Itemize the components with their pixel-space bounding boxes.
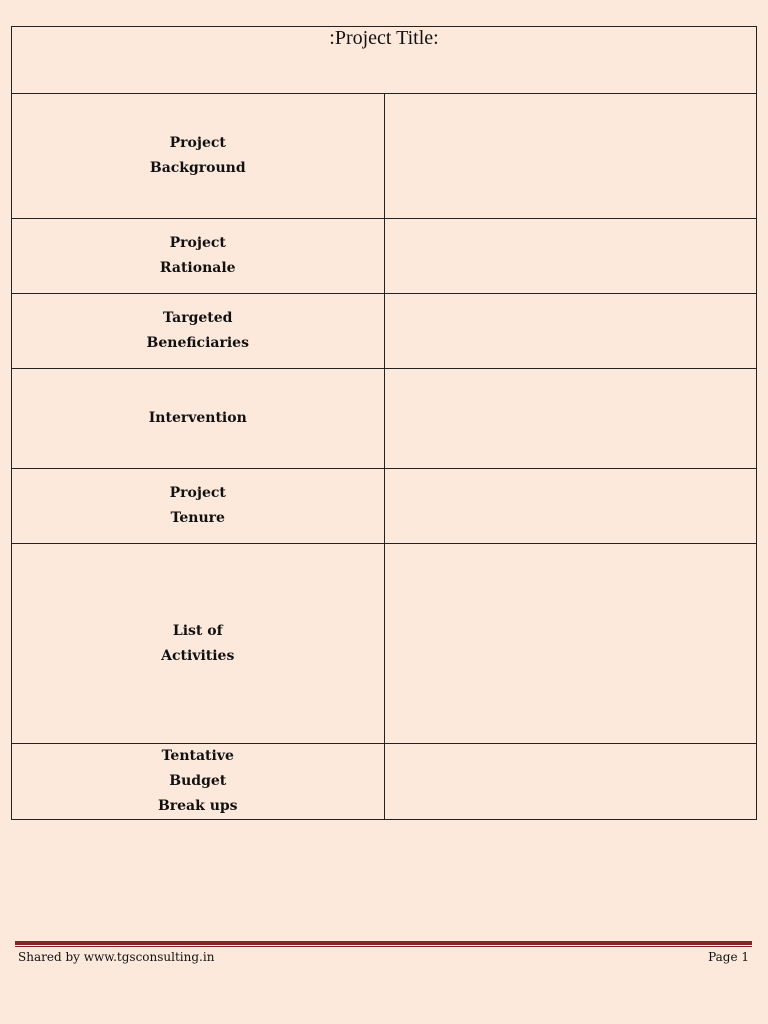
footer-shared-by: Shared by www.tgsconsulting.in (18, 950, 215, 964)
targeted-beneficiaries-field[interactable] (384, 294, 757, 369)
project-tenure-field[interactable] (384, 469, 757, 544)
project-title-cell[interactable] (12, 27, 757, 94)
project-tenure-label: Project Tenure (12, 469, 385, 544)
project-background-field[interactable] (384, 94, 757, 219)
intervention-field[interactable] (384, 369, 757, 469)
project-title-label: :Project Title: (329, 27, 439, 49)
list-of-activities-field[interactable] (384, 544, 757, 744)
intervention-label: Intervention (12, 369, 385, 469)
footer-page-number: Page 1 (708, 950, 749, 964)
footer-divider-thin (15, 946, 752, 947)
list-of-activities-label: List of Activities (12, 544, 385, 744)
project-form-table (11, 26, 757, 820)
project-background-label: Project Background (12, 94, 385, 219)
project-rationale-field[interactable] (384, 219, 757, 294)
tentative-budget-label: Tentative Budget Break ups (12, 744, 385, 820)
targeted-beneficiaries-label: Targeted Beneficiaries (12, 294, 385, 369)
project-rationale-label: Project Rationale (12, 219, 385, 294)
footer-divider-thick (15, 941, 752, 945)
tentative-budget-field[interactable] (384, 744, 757, 820)
